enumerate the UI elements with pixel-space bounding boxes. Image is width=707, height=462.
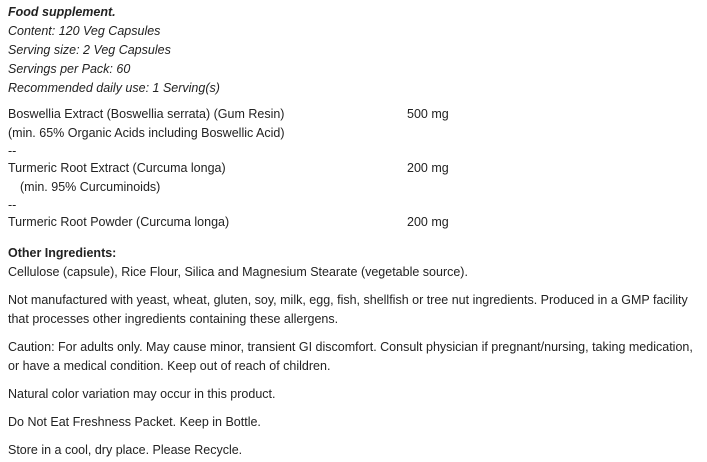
storage-note — [8, 441, 707, 460]
separator: -- — [8, 198, 17, 212]
product-info — [8, 3, 707, 98]
allergen-line: that processes other ingredients containing these allergens. — [8, 312, 339, 326]
ingredient-name: Boswellia Extract (Boswellia serrata) (Gum Resin) — [8, 107, 285, 121]
ingredient-row — [8, 213, 707, 232]
caution-line: Caution: For adults only. May cause minor, transient GI discomfort. Consult physician if pregnant/nursing, taking medication, — [8, 340, 693, 354]
ingredient-amount: 200 mg — [407, 161, 449, 175]
serving-size-line: Serving size: 2 Veg Capsules — [8, 43, 171, 57]
freshness-packet-note — [8, 413, 707, 432]
ingredient-amount: 500 mg — [407, 107, 449, 121]
allergen-statement — [8, 291, 707, 329]
color-variation-note — [8, 385, 707, 404]
ingredient-note: (min. 65% Organic Acids including Boswellic Acid) — [8, 126, 285, 140]
other-ingredients-text: Cellulose (capsule), Rice Flour, Silica and Magnesium Stearate (vegetable source). — [8, 265, 468, 279]
content-line: Content: 120 Veg Capsules — [8, 24, 161, 38]
note-text: Natural color variation may occur in this product. — [8, 387, 276, 401]
allergen-line: Not manufactured with yeast, wheat, gluten, soy, milk, egg, fish, shellfish or tree nut ingredients. Produced in a GMP facility — [8, 293, 688, 307]
ingredient-name: Turmeric Root Powder (Curcuma longa) — [8, 215, 230, 229]
caution-statement — [8, 338, 707, 376]
ingredient-amount: 200 mg — [407, 215, 449, 229]
note-text: Store in a cool, dry place. Please Recycle. — [8, 443, 243, 457]
recommended-use-line: Recommended daily use: 1 Serving(s) — [8, 81, 220, 95]
servings-per-pack-line: Servings per Pack: 60 — [8, 62, 131, 76]
ingredient-table — [8, 105, 707, 232]
ingredient-name: Turmeric Root Extract (Curcuma longa) — [8, 161, 226, 175]
separator: -- — [8, 144, 17, 158]
other-ingredients — [8, 244, 707, 282]
ingredient-note: (min. 95% Curcuminoids) — [20, 180, 161, 194]
ingredient-row — [8, 159, 707, 178]
label-title: Food supplement. — [8, 5, 116, 19]
ingredient-row — [8, 105, 707, 124]
other-ingredients-heading: Other Ingredients: — [8, 246, 117, 260]
note-text: Do Not Eat Freshness Packet. Keep in Bottle. — [8, 415, 261, 429]
caution-line: or have a medical condition. Keep out of reach of children. — [8, 359, 331, 373]
